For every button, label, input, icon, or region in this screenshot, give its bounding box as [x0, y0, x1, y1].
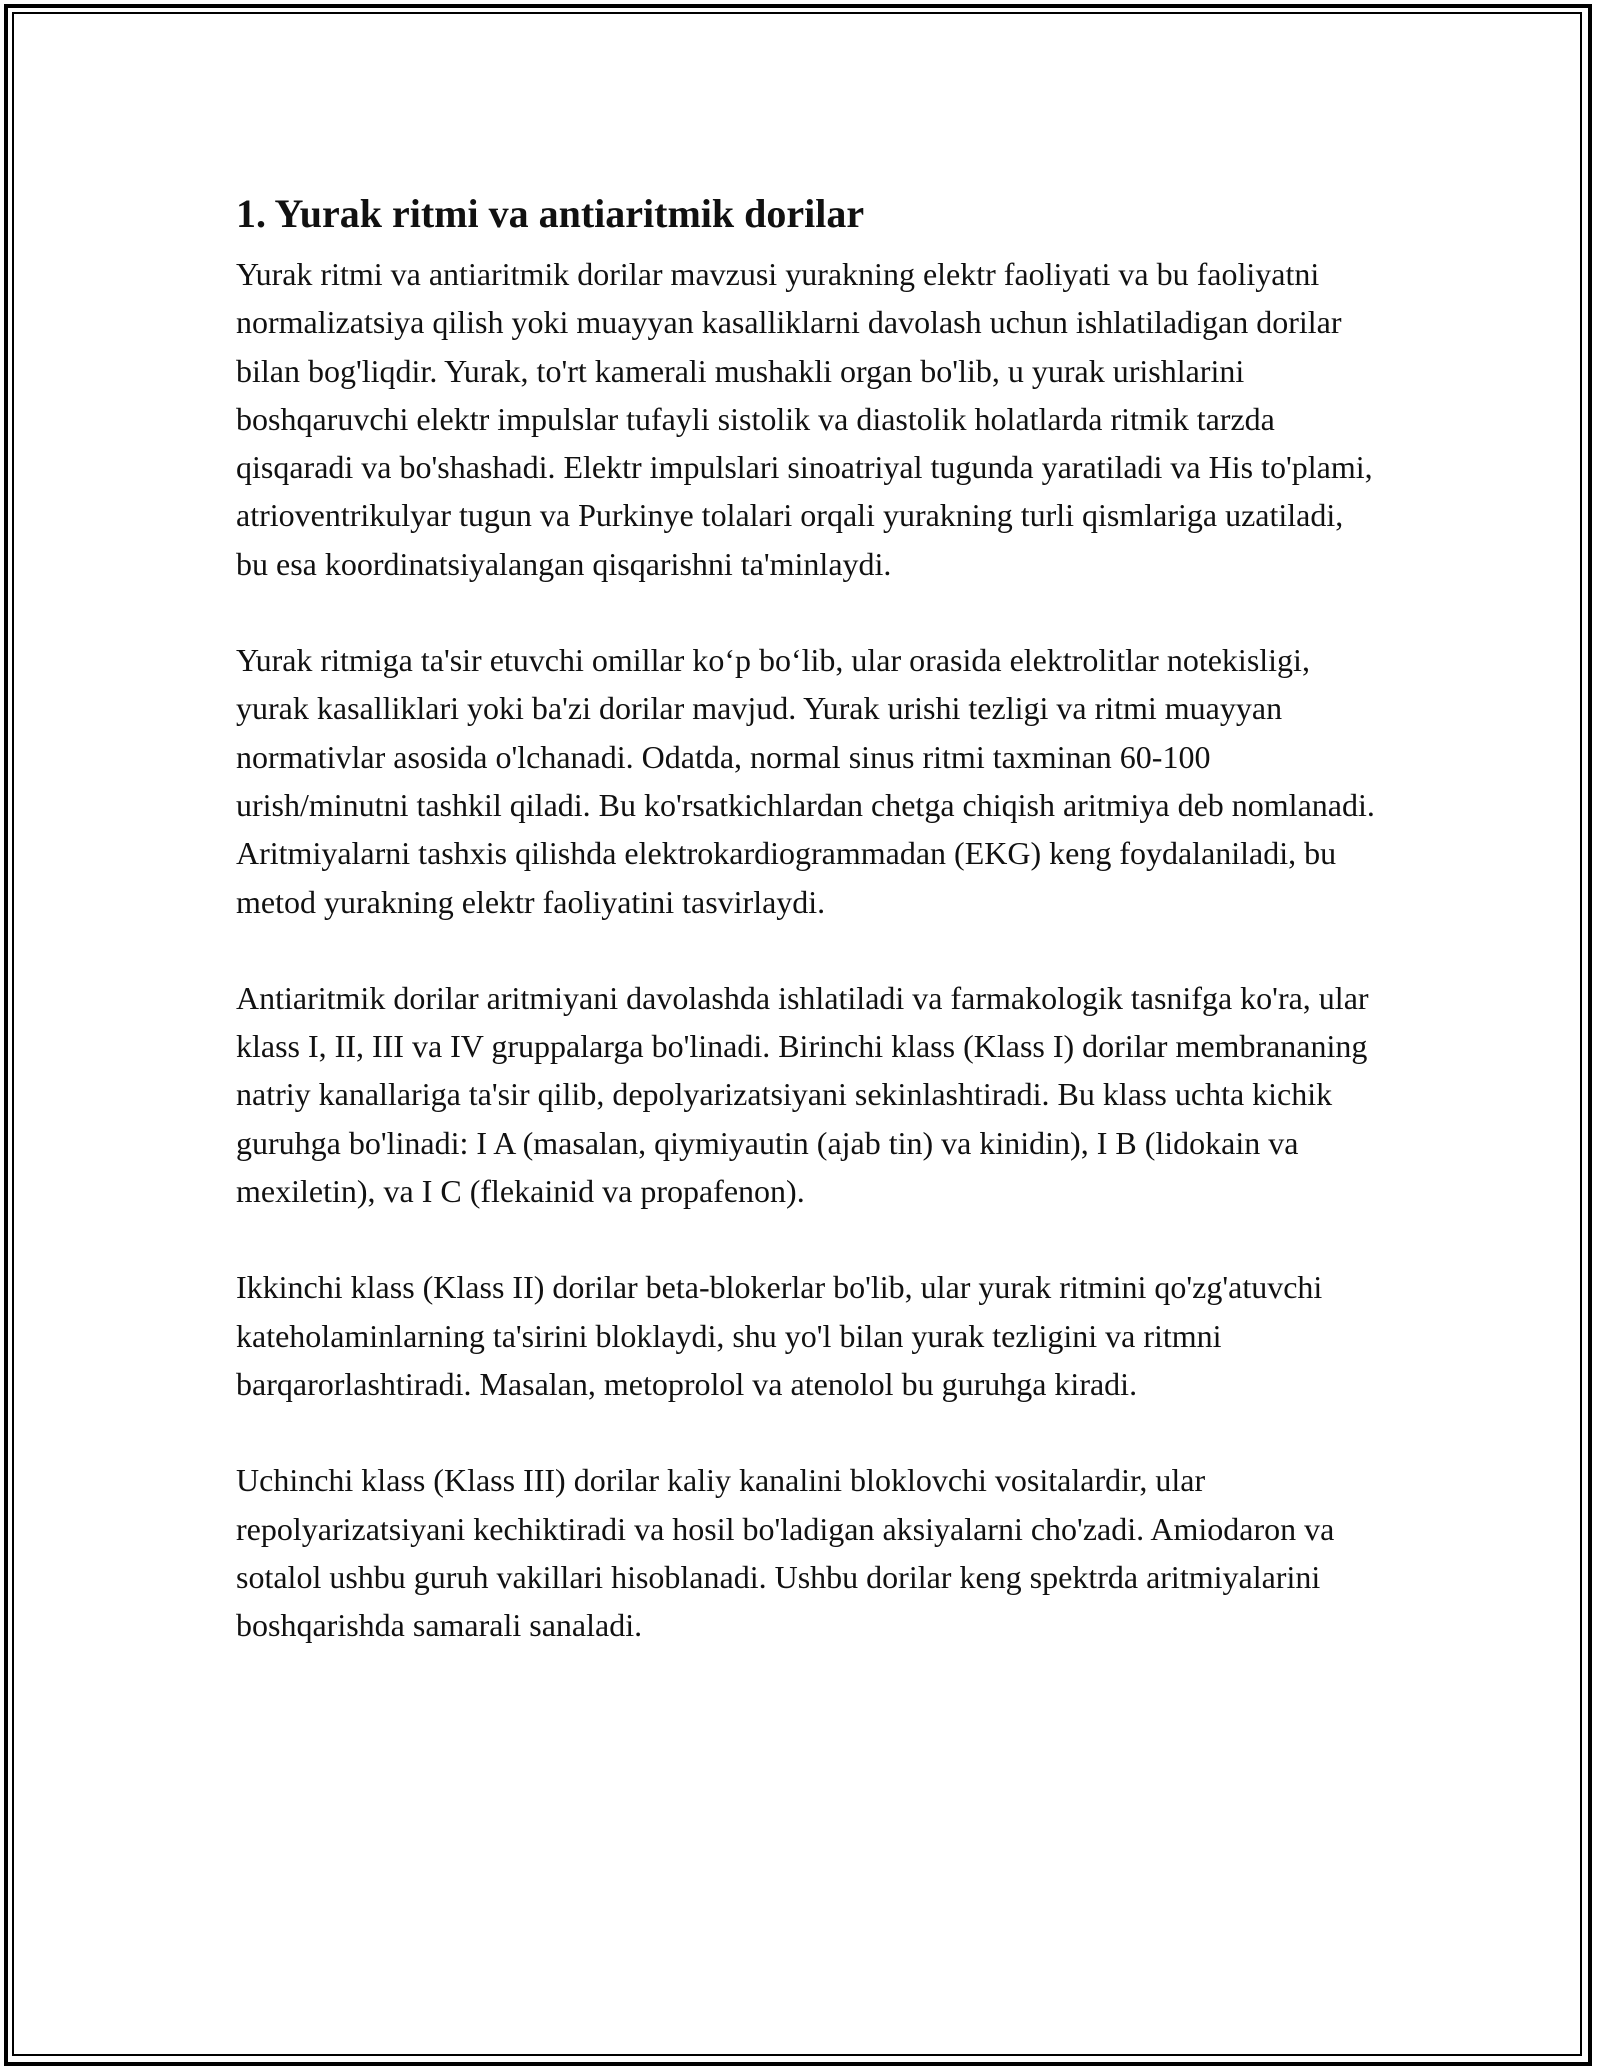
paragraph-heart-rhythm-intro: Yurak ritmi va antiaritmik dorilar mavzusi yurakning elektr faoliyati va bu faoliyatni normalizatsiya qilish yoki muayyan kasalliklarni davolash uchun ishlatiladigan dorilar bilan bog'liqdir. Yurak, to'rt kamerali mushakli organ bo'lib, u yurak urishlarini boshqaruvchi elektr impulslar tufayli sistolik va diastolik holatlarda ritmik tarzda qisqaradi va bo'shashadi. Elektr impulslari sinoatriyal tugunda yaratiladi va His to'plami, atrioventrikulyar tugun va Purkinye tolalari orqali yurakning turli qismlariga uzatiladi, bu esa koordinatsiyalangan qisqarishni ta'minlaydi.	[236, 256, 1373, 582]
paragraph-class-three: Uchinchi klass (Klass III) dorilar kaliy kanalini bloklovchi vositalardir, ular repolyarizatsiyani kechiktiradi va hosil bo'ladigan aksiyalarni cho'zadi. Amiodaron va sotalol ushbu guruh vakillari hisoblanadi. Ushbu dorilar keng spektrda aritmiyalarini boshqarishda samarali sanaladi.	[236, 1462, 1335, 1644]
document-body	[236, 186, 1376, 1649]
paragraph-class-two: Ikkinchi klass (Klass II) dorilar beta-blokerlar bo'lib, ular yurak ritmini qo'zg'atuvchi kateholaminlarning ta'sirini bloklaydi, shu yo'l bilan yurak tezligini va ritmni barqarorlashtiradi. Masalan, metoprolol va atenolol bu guruhga kiradi.	[236, 1269, 1323, 1402]
section-heading: 1. Yurak ritmi va antiaritmik dorilar	[236, 191, 865, 236]
paragraph-rhythm-factors: Yurak ritmiga ta'sir etuvchi omillar ko‘p bo‘lib, ular orasida elektrolitlar notekisligi, yurak kasalliklari yoki ba'zi dorilar mavjud. Yurak urishi tezligi va ritmi muayyan normativlar asosida o'lchanadi. Odatda, normal sinus ritmi taxminan 60-100 urish/minutni tashkil qiladi. Bu ko'rsatkichlardan chetga chiqish aritmiya deb nomlanadi. Aritmiyalarni tashxis qilishda elektrokardiogrammadan (EKG) keng foydalaniladi, bu metod yurakning elektr faoliyatini tasvirlaydi.	[236, 642, 1375, 920]
paragraph-class-one: Antiaritmik dorilar aritmiyani davolashda ishlatiladi va farmakologik tasnifga ko'ra, ular klass I, II, III va IV gruppalarga bo'linadi. Birinchi klass (Klass I) dorilar membrananing natriy kanallariga ta'sir qilib, depolyarizatsiyani sekinlashtiradi. Bu klass uchta kichik guruhga bo'linadi: I A (masalan, qiymiyautin (ajab tin) va kinidin), I B (lidokain va mexiletin), va I C (flekainid va propafenon).	[236, 979, 1369, 1210]
